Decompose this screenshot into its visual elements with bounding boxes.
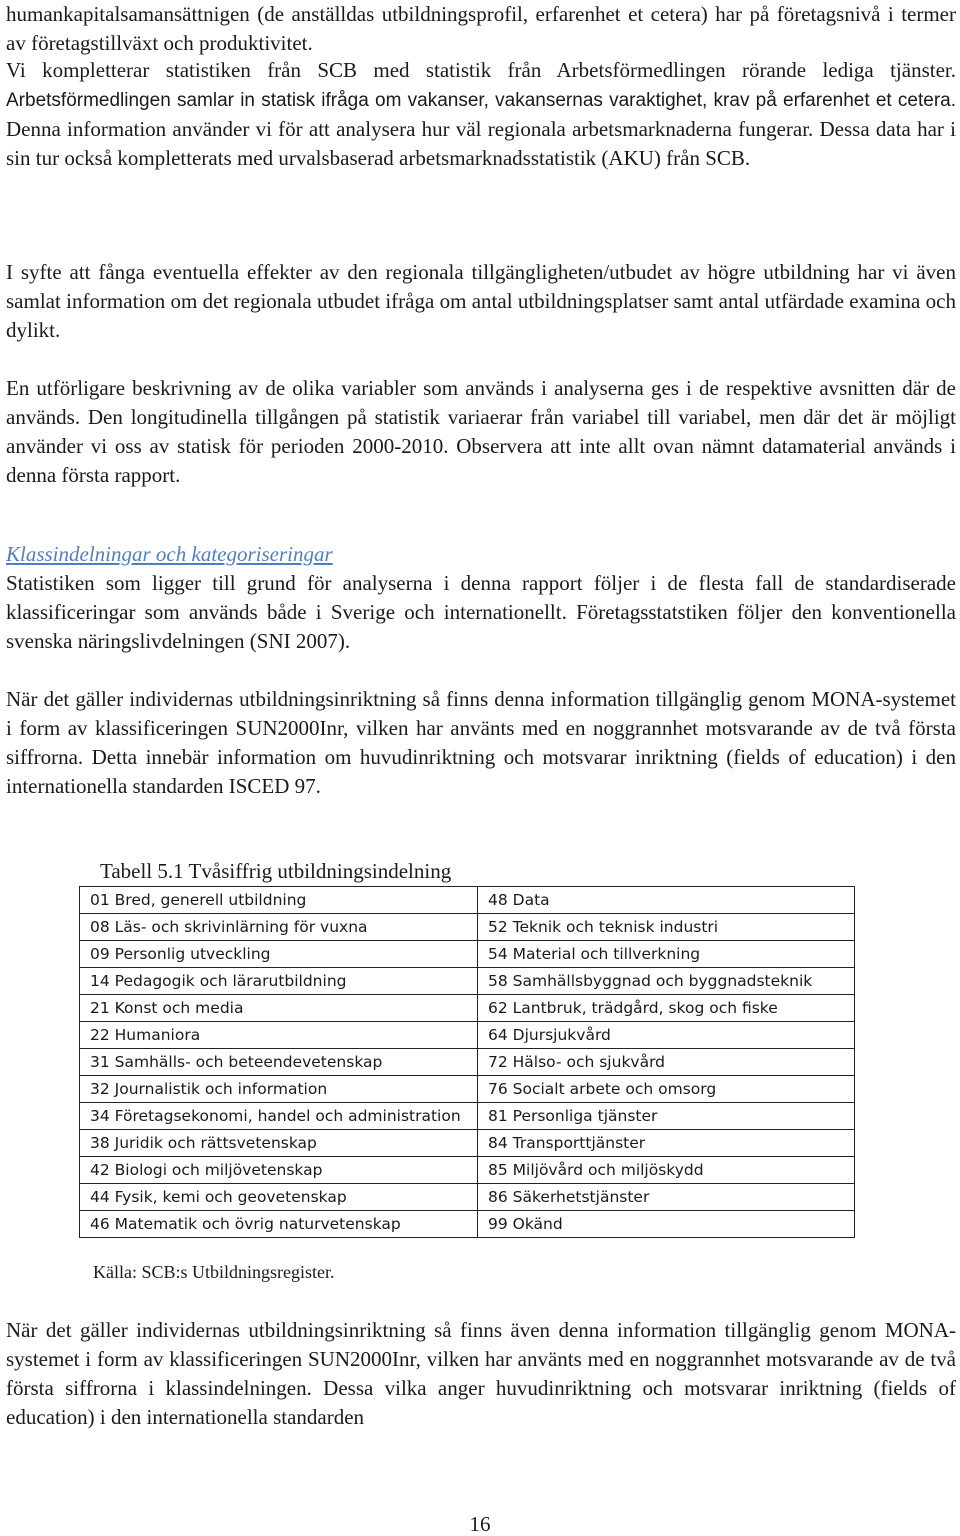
table-row [80, 941, 855, 968]
table-row [80, 1022, 855, 1049]
paragraph-classifications: Statistiken som ligger till grund för analyserna i denna rapport följer i de flesta fall de standardiserade klassificeringar som används både i Sverige och internationellt. Företagsstatstiken följer den konventionella svenska näringslivdelningen (SNI 2007). [6, 571, 956, 653]
section-heading: Klassindelningar och kategoriseringar [6, 542, 333, 566]
table-cell-left: 08 Läs- och skrivinlärning för vuxna [80, 914, 478, 941]
table-cell-right: 64 Djursjukvård [478, 1022, 855, 1049]
paragraph-regional-supply: I syfte att fånga eventuella effekter av den regionala tillgängligheten/utbudet av högre utbildning har vi även samlat information om det regionala utbudet ifråga om antal utbildningsplatser samt antal utfärdade examina och dylikt. [6, 260, 956, 342]
table-row [80, 1157, 855, 1184]
paragraph-text-part: Vi kompletterar statistiken från SCB med statistik från Arbetsförmedlingen rörande lediga tjänster. [6, 58, 956, 82]
table-cell-right: 54 Material och tillverkning [478, 941, 855, 968]
paragraph-education-field: När det gäller individernas utbildningsinriktning så finns denna information tillgänglig genom MONA-systemet i form av klassificeringen SUN2000Inr, vilken har använts med en noggrannhet motsvarande av de två första siffrorna. Detta innebär information om huvudinriktning och motsvarar inriktning (fields of education) i den internationella standarden ISCED 97. [6, 687, 956, 798]
education-classification-table [79, 886, 855, 1238]
table-cell-left: 09 Personlig utveckling [80, 941, 478, 968]
page-number: 16 [469, 1512, 491, 1536]
paragraph-text-part-sans: Arbetsförmedlingen samlar in statisk ifråga om vakanser, vakansernas varaktighet, krav på erfarenhet et cetera. [6, 90, 956, 111]
table-cell-left: 42 Biologi och miljövetenskap [80, 1157, 478, 1184]
table-cell-left: 22 Humaniora [80, 1022, 478, 1049]
table-cell-left: 01 Bred, generell utbildning [80, 887, 478, 914]
paragraph-education-field-repeat: När det gäller individernas utbildningsinriktning så finns även denna information tillgänglig genom MONA-systemet i form av klassificeringen SUN2000Inr, vilken har använts med en noggrannhet motsvarande av de två första siffrorna i klassindelningen. Dessa vilka anger huvudinriktning och motsvarar inriktning (fields of education) i den internationella standarden [6, 1318, 956, 1429]
table-row [80, 968, 855, 995]
table-cell-right: 72 Hälso- och sjukvård [478, 1049, 855, 1076]
table-cell-right: 52 Teknik och teknisk industri [478, 914, 855, 941]
paragraph-intro-continuation: humankapitalsamansättnigen (de anställdas utbildningsprofil, erfarenhet et cetera) har på företagsnivå i termer av företagstillväxt och produktivitet. [6, 2, 956, 55]
table-row [80, 914, 855, 941]
table-cell-left: 38 Juridik och rättsvetenskap [80, 1130, 478, 1157]
table-row [80, 1049, 855, 1076]
table-cell-right: 85 Miljövård och miljöskydd [478, 1157, 855, 1184]
table-cell-right: 81 Personliga tjänster [478, 1103, 855, 1130]
table-cell-right: 62 Lantbruk, trädgård, skog och fiske [478, 995, 855, 1022]
table-cell-right: 58 Samhällsbyggnad och byggnadsteknik [478, 968, 855, 995]
table-cell-right: 86 Säkerhetstjänster [478, 1184, 855, 1211]
table-cell-left: 14 Pedagogik och lärarutbildning [80, 968, 478, 995]
table-cell-left: 34 Företagsekonomi, handel och administration [80, 1103, 478, 1130]
table-row [80, 1211, 855, 1238]
table-cell-right: 48 Data [478, 887, 855, 914]
paragraph-arbetsformedlingen [6, 56, 956, 173]
table-cell-left: 31 Samhälls- och beteendevetenskap [80, 1049, 478, 1076]
table-cell-right: 99 Okänd [478, 1211, 855, 1238]
table-cell-right: 76 Socialt arbete och omsorg [478, 1076, 855, 1103]
paragraph-text-part: Denna information använder vi för att analysera hur väl regionala arbetsmarknaderna fungerar. Dessa data har i sin tur också kompletterats med urvalsbaserad arbetsmarknadsstatistik (AKU) från SCB. [6, 117, 956, 170]
table-cell-left: 46 Matematik och övrig naturvetenskap [80, 1211, 478, 1238]
paragraph-variable-description: En utförligare beskrivning av de olika variabler som används i analyserna ges i de respektive avsnitten där de används. Den longitudinella tillgången på statistik variaerar från variabel till variabel, men där det är möjligt använder vi oss av statisk för perioden 2000-2010. Observera att inte allt ovan nämnt datamaterial används i denna första rapport. [6, 376, 956, 487]
table-row [80, 1103, 855, 1130]
table-row [80, 1184, 855, 1211]
table-row [80, 887, 855, 914]
table-cell-left: 44 Fysik, kemi och geovetenskap [80, 1184, 478, 1211]
table-cell-right: 84 Transporttjänster [478, 1130, 855, 1157]
table-source-note: Källa: SCB:s Utbildningsregister. [93, 1262, 335, 1282]
table-row [80, 1076, 855, 1103]
table-cell-left: 21 Konst och media [80, 995, 478, 1022]
table-row [80, 1130, 855, 1157]
table-cell-left: 32 Journalistik och information [80, 1076, 478, 1103]
table-row [80, 995, 855, 1022]
table-caption: Tabell 5.1 Tvåsiffrig utbildningsindelning [100, 859, 452, 883]
